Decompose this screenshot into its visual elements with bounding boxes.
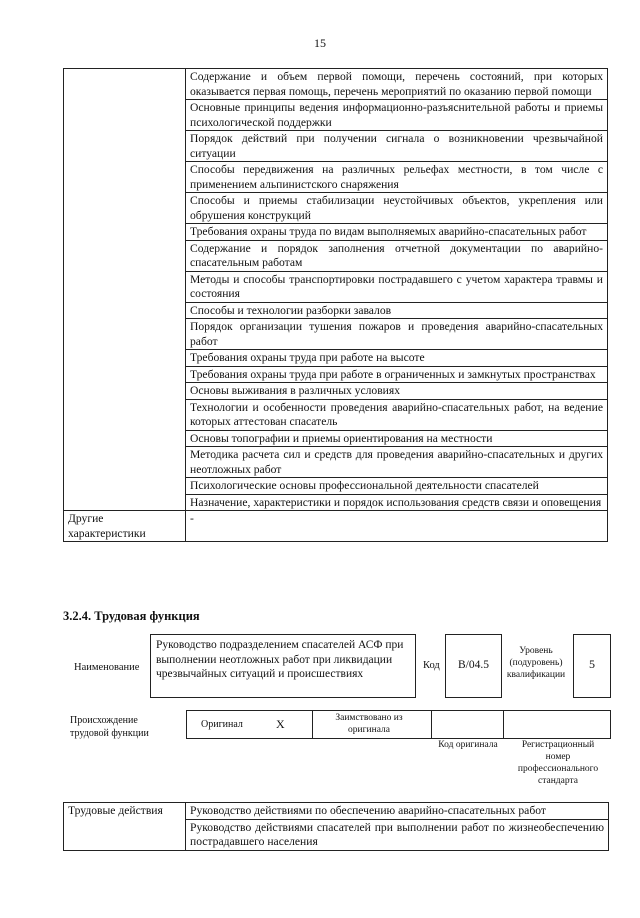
original-label: Оригинал [201,719,243,730]
divider-1 [312,711,313,738]
borrowed-label: Заимствовано из оригинала [335,713,403,735]
origin-label: Происхождение трудовой функции [70,715,149,739]
knowledge-item: Способы передвижения на различных рельефах местности, в том числе с применением альпинистского снаряжения [186,162,608,193]
code-label: Код [423,660,440,671]
knowledge-item: Методы и способы транспортировки пострадавшего с учетом характера травмы и состояния [186,271,608,302]
page-number: 15 [314,36,326,50]
knowledge-item: Порядок организации тушения пожаров и проведения аварийно-спасательных работ [186,319,608,350]
other-characteristics-label: Другие характеристики [64,511,186,542]
table-row [64,803,609,820]
code-box [445,634,502,698]
knowledge-item: Требования охраны труда при работе на высоте [186,350,608,367]
knowledge-item: Психологические основы профессиональной деятельности спасателей [186,478,608,495]
reg-number-caption: Регистрационный номер профессионального стандарта [517,740,599,786]
action-item: Руководство действиями спасателей при выполнении работ по жизнеобеспечению пострадавшего населения [186,819,609,850]
level-label: Уровень (подуровень) квалификации [506,646,566,680]
actions-table [63,802,609,851]
table-row [64,511,608,542]
knowledge-item: Требования охраны труда по видам выполняемых аварийно-спасательных работ [186,224,608,241]
level-value: 5 [589,657,595,671]
knowledge-item: Требования охраны труда при работе в ограниченных и замкнутых пространствах [186,366,608,383]
other-characteristics-value: - [186,511,608,542]
knowledge-label-cell [64,69,186,511]
knowledge-item: Способы и технологии разборки завалов [186,302,608,319]
divider-2 [431,711,432,738]
level-box [573,634,611,698]
knowledge-item: Назначение, характеристики и порядок использования средств связи и оповещения [186,494,608,511]
knowledge-table [63,68,608,542]
knowledge-item: Способы и приемы стабилизации неустойчивых объектов, укрепления или обрушения конструкций [186,193,608,224]
knowledge-item: Содержание и объем первой помощи, перечень состояний, при которых оказывается первая помощь, перечень мероприятий по оказанию первой помощи [186,69,608,100]
knowledge-item: Методика расчета сил и средств для проведения аварийно-спасательных и других неотложных работ [186,447,608,478]
knowledge-item: Основы выживания в различных условиях [186,383,608,400]
knowledge-item: Технологии и особенности проведения аварийно-спасательных работ, на ведение которых аттестован спасатель [186,399,608,430]
knowledge-item: Основные принципы ведения информационно-разъяснительной работы и приемы психологической поддержки [186,100,608,131]
origin-code-caption: Код оригинала [438,740,498,750]
function-name: Руководство подразделением спасателей АСФ при выполнении неотложных работ при ликвидации чрезвычайных ситуаций и происшествиях [156,639,404,680]
actions-label: Трудовые действия [64,803,186,851]
table-row [64,69,608,100]
origin-row [186,710,611,739]
name-box [150,634,416,698]
section-title: 3.2.4. Трудовая функция [63,609,200,623]
knowledge-item: Порядок действий при получении сигнала о возникновении чрезвычайной ситуации [186,131,608,162]
divider-3 [503,711,504,738]
name-label: Наименование [74,662,140,673]
knowledge-item: Основы топографии и приемы ориентирования на местности [186,430,608,447]
function-code: B/04.5 [458,659,489,671]
knowledge-item: Содержание и порядок заполнения отчетной документации по аварийно-спасательным работам [186,240,608,271]
original-mark: X [276,717,285,731]
action-item: Руководство действиями по обеспечению аварийно-спасательных работ [186,803,609,820]
